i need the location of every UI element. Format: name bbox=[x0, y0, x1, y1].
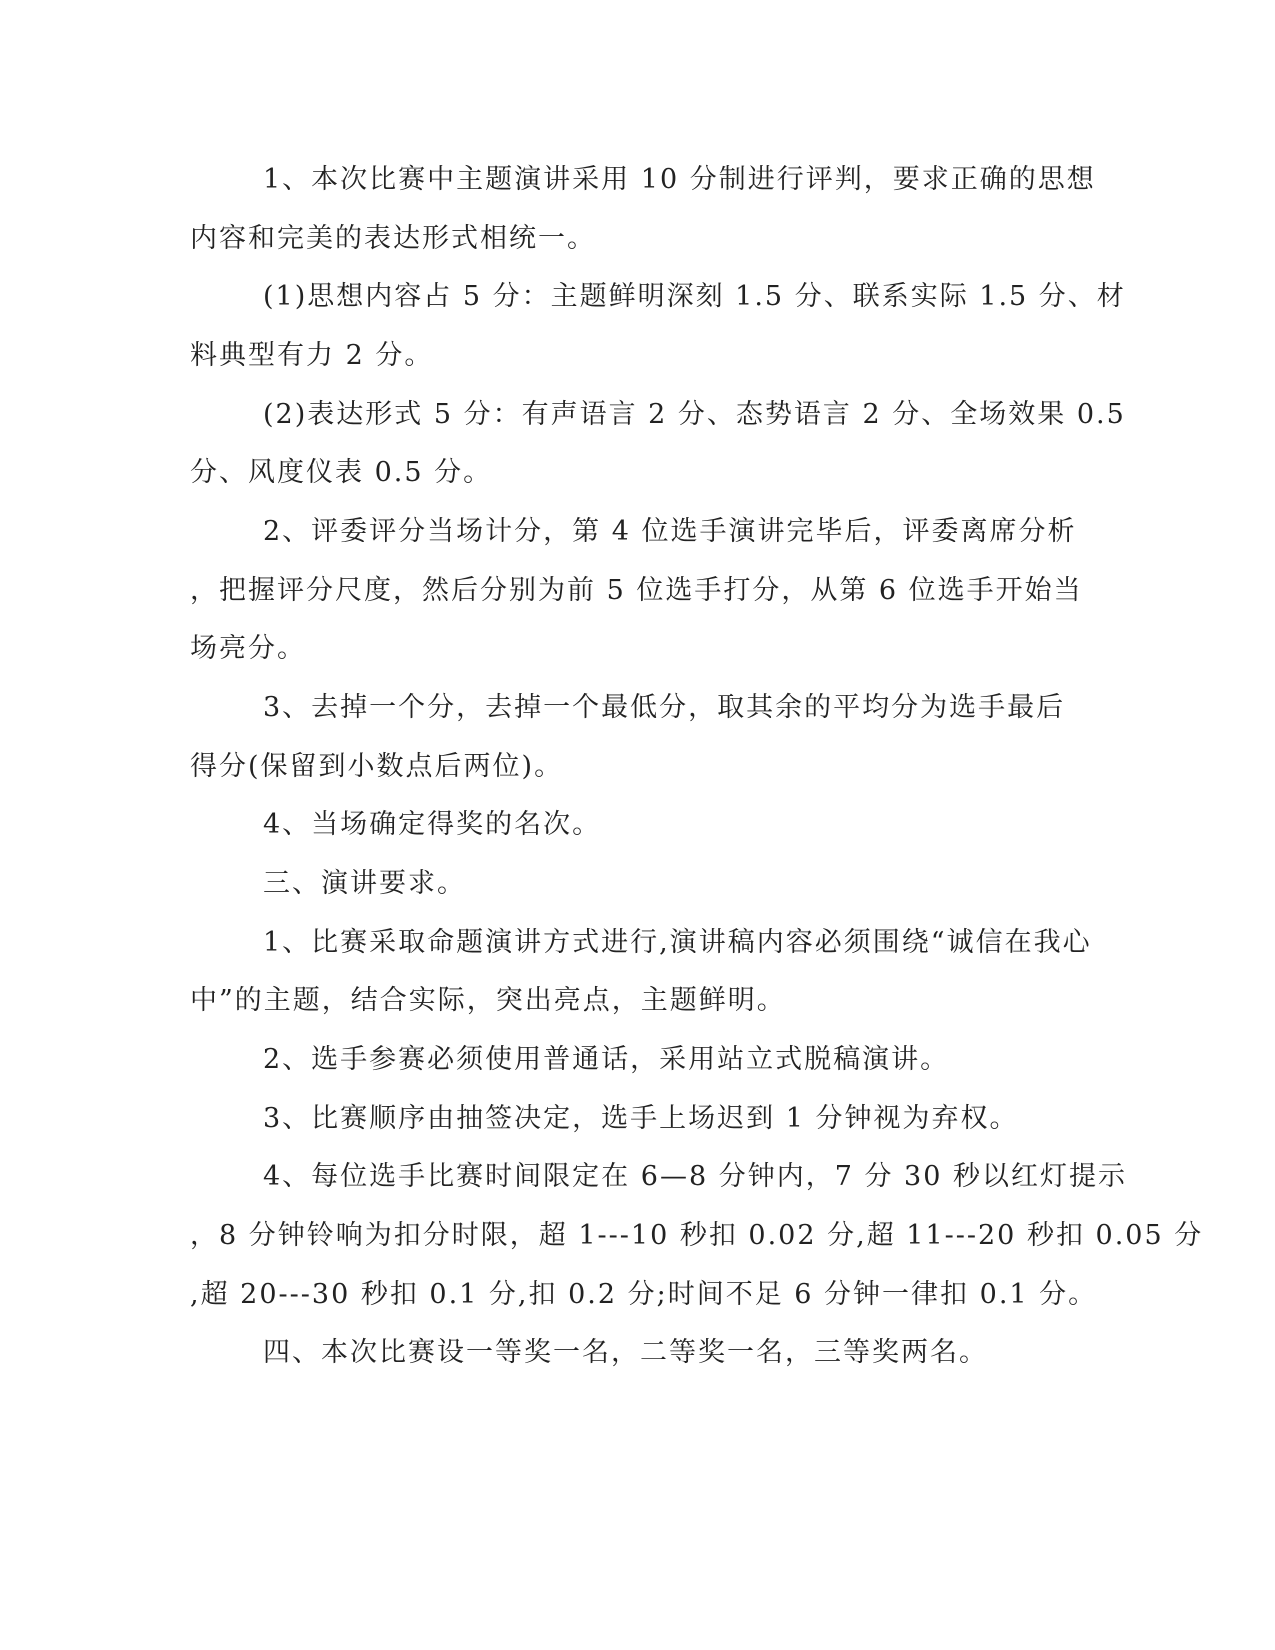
text-line: ,超 20---30 秒扣 0.1 分,扣 0.2 分;时间不足 6 分钟一律扣 0.1 分。 bbox=[190, 1279, 1098, 1310]
text-line: (2)表达形式 5 分：有声语言 2 分、态势语言 2 分、全场效果 0.5 bbox=[263, 399, 1126, 430]
text-line: ，8 分钟铃响为扣分时限，超 1---10 秒扣 0.02 分,超 11---20 秒扣 0.05 分 bbox=[190, 1220, 1204, 1251]
text-line: 分、风度仪表 0.5 分。 bbox=[190, 457, 493, 488]
section-heading: 三、演讲要求。 bbox=[263, 868, 466, 899]
text-line: 1、本次比赛中主题演讲采用 10 分制进行评判，要求正确的思想 bbox=[263, 164, 1096, 195]
text-line: 得分(保留到小数点后两位)。 bbox=[190, 751, 564, 782]
text-line: 内容和完美的表达形式相统一。 bbox=[190, 223, 596, 254]
text-line: (1)思想内容占 5 分：主题鲜明深刻 1.5 分、联系实际 1.5 分、材 bbox=[263, 281, 1126, 312]
text-line: 中”的主题，结合实际，突出亮点，主题鲜明。 bbox=[190, 985, 786, 1016]
text-line: ，把握评分尺度，然后分别为前 5 位选手打分，从第 6 位选手开始当 bbox=[190, 575, 1083, 606]
text-line: 料典型有力 2 分。 bbox=[190, 340, 434, 371]
text-line: 场亮分。 bbox=[190, 633, 306, 664]
text-line: 4、当场确定得奖的名次。 bbox=[263, 809, 602, 840]
text-line: 2、选手参赛必须使用普通话，采用站立式脱稿演讲。 bbox=[263, 1044, 950, 1075]
text-line: 4、每位选手比赛时间限定在 6—8 分钟内，7 分 30 秒以红灯提示 bbox=[263, 1161, 1127, 1192]
section-heading: 四、本次比赛设一等奖一名，二等奖一名，三等奖两名。 bbox=[263, 1337, 988, 1368]
text-line: 3、去掉一个分，去掉一个最低分，取其余的平均分为选手最后 bbox=[263, 692, 1066, 723]
text-line: 1、比赛采取命题演讲方式进行,演讲稿内容必须围绕“诚信在我心 bbox=[263, 927, 1092, 958]
text-line: 2、评委评分当场计分，第 4 位选手演讲完毕后，评委离席分析 bbox=[263, 516, 1077, 547]
text-line: 3、比赛顺序由抽签决定，选手上场迟到 1 分钟视为弃权。 bbox=[263, 1103, 1019, 1134]
